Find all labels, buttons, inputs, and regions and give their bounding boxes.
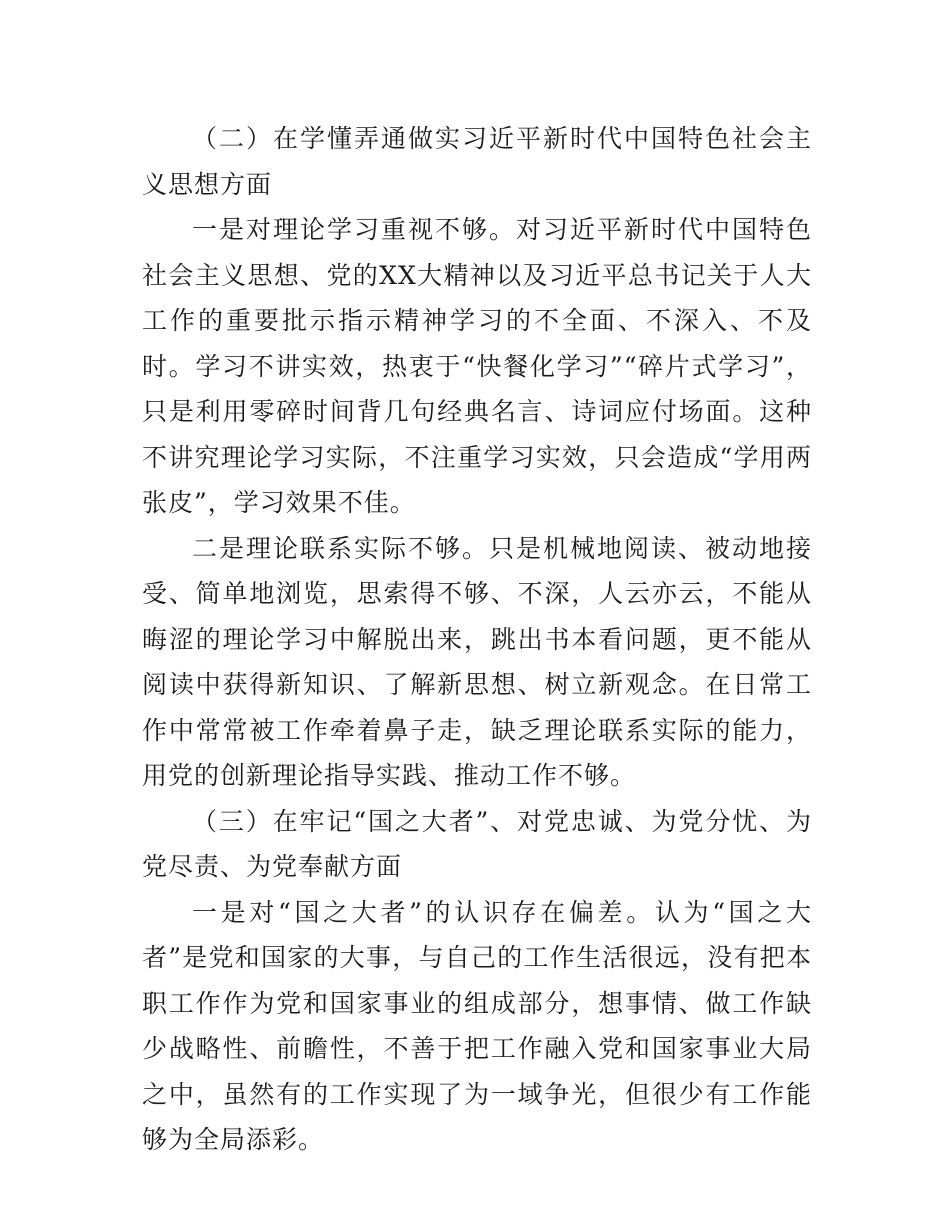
paragraph-theory-study: 一是对理论学习重视不够。对习近平新时代中国特色社会主义思想、党的XX大精神以及习近平总书记关于人大工作的重要批示指示精神学习的不全面、不深入、不及时。学习不讲实效，热衷于“快餐化学习”“碎片式学习”，只是利用零碎时间背几句经典名言、诗词应付场面。这种不讲究理论学习实际，不注重学习实效，只会造成“学用两张皮”，学习效果不佳。 (142, 215, 812, 517)
paragraph-national-priorities: 一是对“国之大者”的认识存在偏差。认为“国之大者”是党和国家的大事，与自己的工作生活很远，没有把本职工作作为党和国家事业的组成部分，想事情、做工作缺少战略性、前瞻性，不善于把工作融入党和国家事业大局之中，虽然有的工作实现了为一域争光，但很少有工作能够为全局添彩。 (142, 897, 812, 1154)
document-body (142, 116, 812, 1163)
paragraph-theory-practice: 二是理论联系实际不够。只是机械地阅读、被动地接受、简单地浏览，思索得不够、不深，人云亦云，不能从晦涩的理论学习中解脱出来，跳出书本看问题，更不能从阅读中获得新知识、了解新思想、树立新观念。在日常工作中常常被工作牵着鼻子走，缺乏理论联系实际的能力，用党的创新理论指导实践、推动工作不够。 (142, 533, 812, 790)
section-heading-2: （二）在学懂弄通做实习近平新时代中国特色社会主义思想方面 (142, 124, 812, 199)
section-heading-3: （三）在牢记“国之大者”、对党忠诚、为党分忧、为党尽责、为党奉献方面 (142, 806, 812, 881)
